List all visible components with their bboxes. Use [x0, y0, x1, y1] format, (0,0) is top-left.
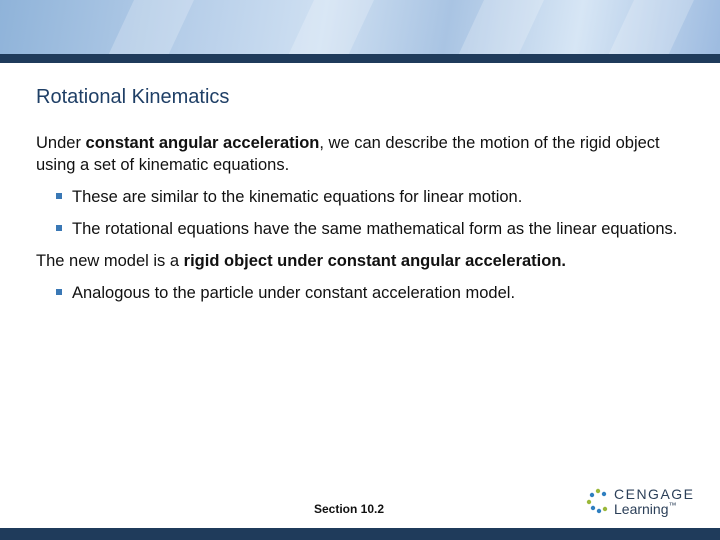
banner-decoration [97, 0, 204, 54]
bold-term: rigid object under constant angular acceleration. [183, 252, 566, 270]
banner-decoration [277, 0, 384, 54]
slide-body [36, 132, 686, 314]
header-rule [0, 54, 720, 63]
cengage-logo [584, 486, 694, 518]
footer-rule [0, 528, 720, 540]
trademark-symbol: ™ [668, 501, 677, 510]
text-run: , we can describe the motion of the rigid object using a set of kinematic equations. [36, 134, 660, 174]
bold-term: constant angular acceleration [85, 134, 320, 152]
logo-line2-text: Learning [614, 501, 669, 517]
bullet-text: These are similar to the kinematic equations for linear motion. [72, 188, 523, 206]
bullet-item [36, 186, 686, 208]
slide-title: Rotational Kinematics [36, 86, 230, 108]
bullet-list-2 [36, 282, 686, 304]
bullet-text: The rotational equations have the same mathematical form as the linear equations. [72, 220, 678, 238]
header-banner [0, 0, 720, 54]
banner-decoration [597, 0, 704, 54]
paragraph-2 [36, 250, 686, 272]
logo-line2 [614, 501, 677, 517]
bullet-list-1 [36, 186, 686, 240]
square-bullet-icon [56, 289, 62, 295]
logo-line1: CENGAGE [614, 486, 695, 502]
text-run: Under [36, 134, 86, 152]
bullet-text: Analogous to the particle under constant acceleration model. [72, 284, 516, 302]
square-bullet-icon [56, 193, 62, 199]
cengage-mark-icon [584, 487, 610, 517]
square-bullet-icon [56, 225, 62, 231]
bullet-item [36, 218, 686, 240]
banner-decoration [447, 0, 554, 54]
bullet-item [36, 282, 686, 304]
text-run: The new model is a [36, 252, 184, 270]
paragraph-1 [36, 132, 686, 176]
section-label: Section 10.2 [314, 502, 385, 516]
